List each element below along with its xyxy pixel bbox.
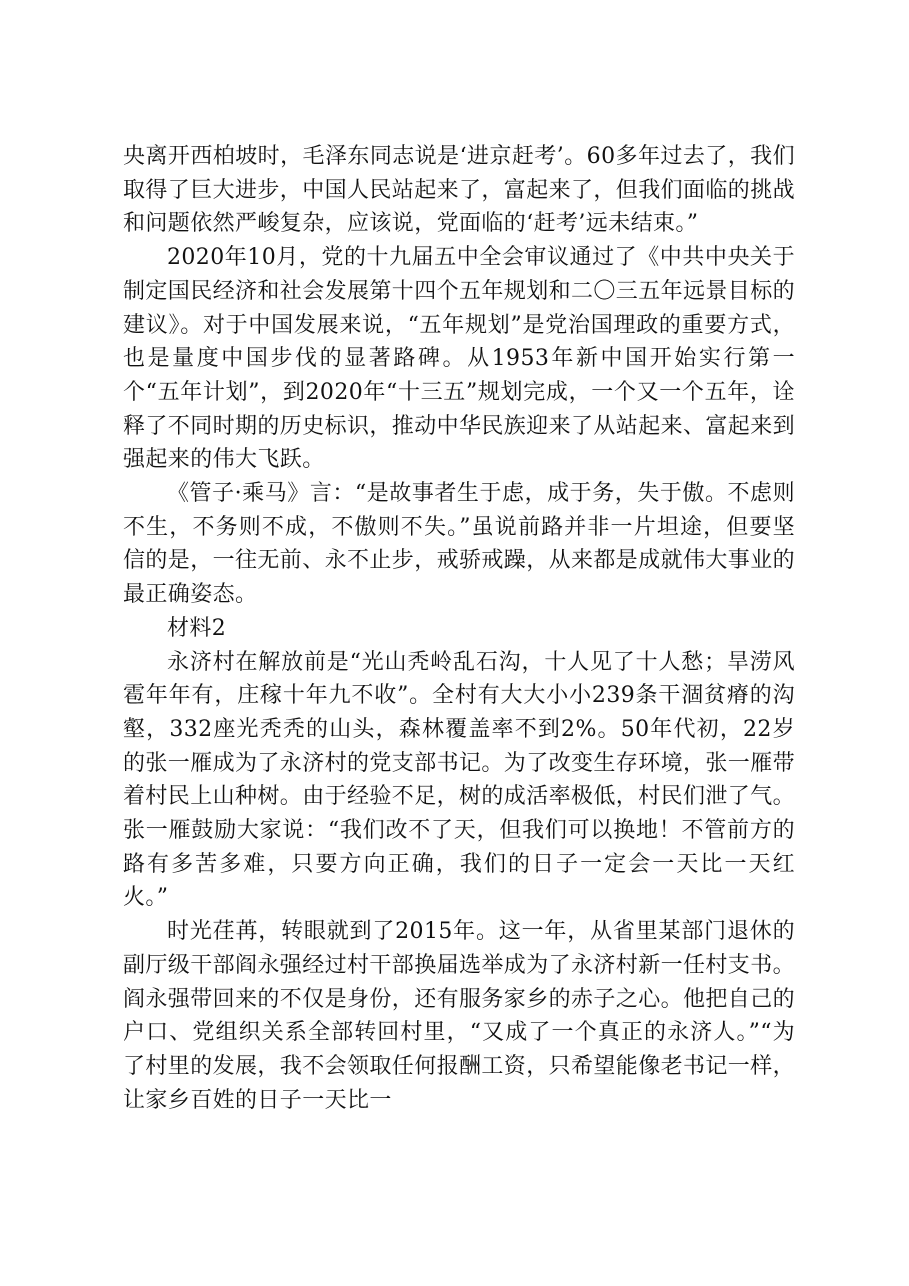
paragraph-guanzi-quote: 《管子·乘马》言：“是故事者生于虑，成于务，失于傲。不虑则不生，不务则不成，不傲则不失。”虽说前路并非一片坦途，但要坚信的是，一往无前、永不止步，戒骄戒躁，从来都是成就伟大事业的最正确姿态。 xyxy=(123,481,796,608)
paragraph-continuation: 央离开西柏坡时，毛泽东同志说是‘进京赶考’。60多年过去了，我们取得了巨大进步，中国人民站起来了，富起来了，但我们面临的挑战和问题依然严峻复杂，应该说，党面临的‘赶考’远未结束。” xyxy=(123,144,796,237)
document-body xyxy=(123,140,795,1117)
material-heading: 材料2 xyxy=(167,615,227,641)
paragraph-five-year-plan: 2020年10月，党的十九届五中全会审议通过了《中共中央关于制定国民经济和社会发展第十四个五年规划和二〇三五年远景目标的建议》。对于中国发展来说，“五年规划”是党治国理政的重要方式，也是量度中国步伐的显著路碑。从1953年新中国开始实行第一个“五年计划”，到2020年“十三五”规划完成，一个又一个五年，诠释了不同时期的历史标识，推动中华民族迎来了从站起来、富起来到强起来的伟大飞跃。 xyxy=(123,245,796,473)
paragraph-yongji-village: 永济村在解放前是“光山秃岭乱石沟，十人见了十人愁；旱涝风雹年年有，庄稼十年九不收”。全村有大大小小239条干涸贫瘠的沟壑，332座光秃秃的山头，森林覆盖率不到2%。50年代初，22岁的张一雁成为了永济村的党支部书记。为了改变生存环境，张一雁带着村民上山种树。由于经验不足，树的成活率极低，村民们泄了气。张一雁鼓励大家说：“我们改不了天，但我们可以换地！不管前方的路有多苦多难，只要方向正确，我们的日子一定会一天比一天红火。” xyxy=(123,649,796,911)
paragraph-yan-yongqiang: 时光荏苒，转眼就到了2015年。这一年，从省里某部门退休的副厅级干部阎永强经过村干部换届选举成为了永济村新一任村支书。阎永强带回来的不仅是身份，还有服务家乡的赤子之心。他把自己的户口、党组织关系全部转回村里，“又成了一个真正的永济人。”“为了村里的发展，我不会领取任何报酬工资，只希望能像老书记一样，让家乡百姓的日子一天比一 xyxy=(123,919,796,1113)
